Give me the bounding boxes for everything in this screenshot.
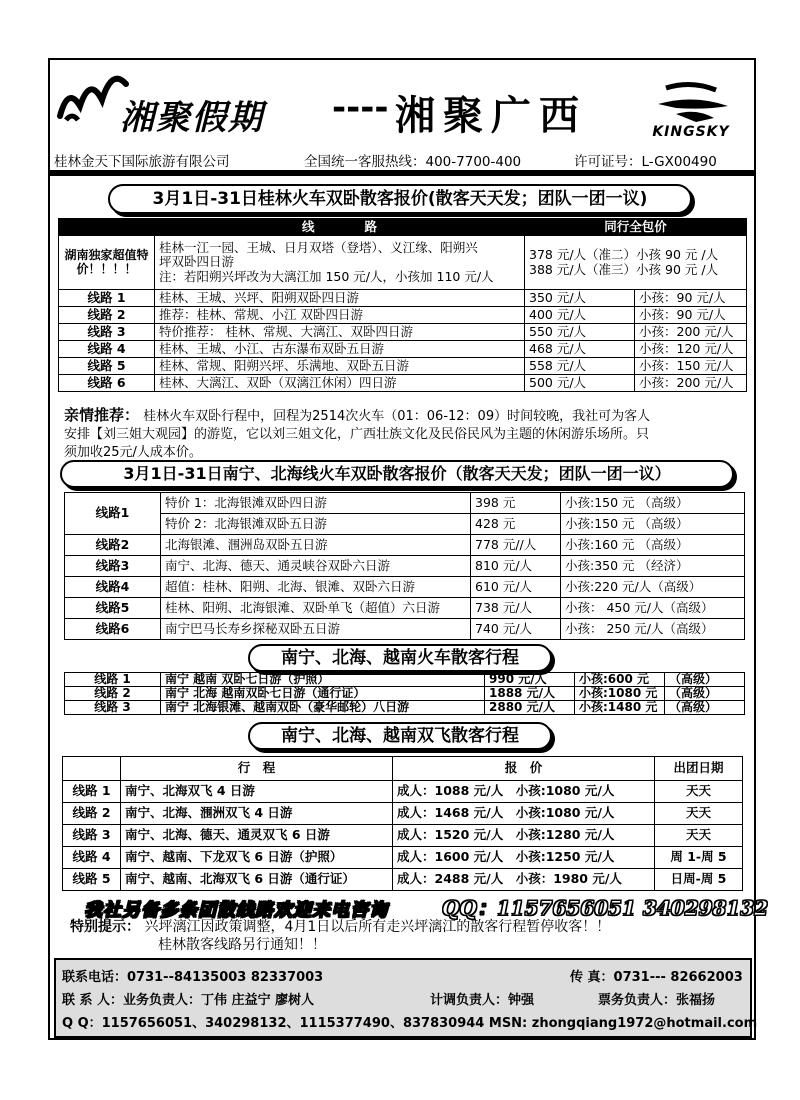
route-level: （高级） [665,701,745,715]
route-child-price: 小孩:600 元 [575,673,665,687]
route-name: 线路4 [65,577,161,598]
route-level: （高级） [665,687,745,701]
route-date: 日周-周 5 [655,869,743,891]
guilin-train-table [58,218,747,392]
route-name: 线路 3 [65,701,161,715]
table-row [63,825,743,847]
table-row [59,375,747,392]
route-price: 398 元 [471,493,561,514]
route-price: 778 元//人 [471,535,561,556]
route-name: 线路6 [65,619,161,640]
route-desc: 桂林、王城、小江、古东瀑布双卧五日游 [155,341,525,358]
route-desc: 南宁、越南、北海双飞 6 日游（通行证） [121,869,393,891]
slogan-qq: QQ：1157656051 340298132 [442,896,769,920]
table-row [63,803,743,825]
route-price: 成人：2488 元/人 小孩：1980 元/人 [393,869,655,891]
route-desc: 南宁 北海 越南双卧七日游（通行证） [161,687,485,701]
brand-dash: ---- [332,88,389,128]
route-name: 线路 1 [59,290,155,307]
route-price: 成人：1600 元/人 小孩:1250 元/人 [393,847,655,869]
route-child-price: 小孩： 250 元/人（高级） [561,619,745,640]
route-name: 线路 4 [59,341,155,358]
route-price: 810 元/人 [471,556,561,577]
route-child-price: 小孩:150 元 （高级） [561,514,745,535]
route-name: 线路 5 [63,869,121,891]
notice-label: 特别提示： [70,919,140,935]
route-name: 线路 6 [59,375,155,392]
route-desc: 推荐：桂林、常规、小江 双卧四日游 [155,307,525,324]
route-child-price: 小孩:350 元 （经济） [561,556,745,577]
route-desc: 南宁、北海双飞 4 日游 [121,781,393,803]
table-row [65,673,745,687]
table-row [65,577,745,598]
route-level: （高级） [665,673,745,687]
route-price: 400 元/人 [525,307,635,324]
route-price: 738 元/人 [471,598,561,619]
mountain-logo-icon [58,66,128,126]
route-desc: 南宁 越南 双卧七日游（护照） [161,673,485,687]
route-child-price: 小孩:1480 元 [575,701,665,715]
route-price: 990 元/人 [485,673,575,687]
footer-fax: 传 真：0731--- 82662003 [570,970,743,985]
route-desc: 桂林、大漓江、双卧（双漓江休闲）四日游 [155,375,525,392]
table-row [59,307,747,324]
route-price: 2880 元/人 [485,701,575,715]
special-route-line2: 坪双卧四日游 [159,254,235,270]
route-name: 线路1 [65,493,161,535]
route-name: 线路2 [65,535,161,556]
footer-planner: 计调负责人：钟强 [430,993,535,1008]
notice [70,918,750,954]
hotline: 全国统一客服热线：400-7700-400 [304,154,522,170]
route-desc: 南宁、北海、涠洲双飞 4 日游 [121,803,393,825]
route-price: 350 元/人 [525,290,635,307]
footer-contacts: 联 系 人：业务负责人：丁伟 庄益宁 廖树人 [62,993,315,1008]
special-price1: 378 元/人（准二）小孩 90 元 /人 [529,247,719,263]
route-name: 线路 2 [63,803,121,825]
section3-banner: 南宁、北海、越南火车散客行程 [248,644,552,672]
table-row [65,619,745,640]
table-row [59,341,747,358]
route-child-price: 小孩:1080 元 [575,687,665,701]
route-price: 610 元/人 [471,577,561,598]
route-child-price: 小孩：150 元/人 [635,358,747,375]
section1-banner: 3月1日-31日桂林火车双卧散客报价(散客天天发；团队一团一议) [108,184,692,214]
brand-tagline: 湘聚广西 [395,92,587,139]
route-child-price: 小孩：90 元/人 [635,290,747,307]
footer-qq: Q Q：1157656051、340298132、1115377490、837830944 MSN: zhongqiang1972@hotmail.com [62,1016,758,1031]
route-desc: 超值：桂林、阳朔、北海、银滩、双卧六日游 [161,577,471,598]
col-header-itinerary: 行 程 [121,757,393,781]
route-child-price: 小孩： 450 元/人（高级） [561,598,745,619]
route-name: 线路 2 [59,307,155,324]
license-number: 许可证号：L-GX00490 [574,154,717,170]
route-date: 周 1-周 5 [655,847,743,869]
route-desc: 北海银滩、涠洲岛双卧五日游 [161,535,471,556]
route-desc: 桂林、王城、兴坪、阳朔双卧四日游 [155,290,525,307]
route-price: 428 元 [471,514,561,535]
table-row [65,598,745,619]
header [50,60,754,170]
route-name: 线路 5 [59,358,155,375]
route-name: 线路3 [65,556,161,577]
route-name: 线路 4 [63,847,121,869]
recommend-text1: 桂林火车双卧行程中，回程为2514次火车（01：06-12：09）时间较晚，我社可为客人 [143,409,651,424]
route-desc: 特价 2：北海银滩双卧五日游 [161,514,471,535]
route-child-price: 小孩：90 元/人 [635,307,747,324]
route-desc: 桂林、常规、阳朔兴坪、乐满地、双卧五日游 [155,358,525,375]
table-row [63,847,743,869]
route-price: 成人：1468 元/人 小孩:1080 元/人 [393,803,655,825]
route-price: 550 元/人 [525,324,635,341]
route-name: 线路5 [65,598,161,619]
table-row [63,869,743,891]
table-row [65,535,745,556]
company-name: 桂林金天下国际旅游有限公司 [54,154,230,170]
route-date: 天天 [655,803,743,825]
route-name: 线路 3 [63,825,121,847]
special-name: 湖南独家超值特 价！！！！ [59,236,155,290]
route-desc: 南宁、北海、德天、通灵双飞 6 日游 [121,825,393,847]
route-child-price: 小孩：120 元/人 [635,341,747,358]
route-desc: 特价推荐： 桂林、常规、大漓江、双卧四日游 [155,324,525,341]
recommend-text2: 安排【刘三姐大观园】的游览，它以刘三姐文化，广西壮族文化及民俗民风为主题的休闲游乐场所。只 [64,427,650,442]
flyer-page [48,58,769,1040]
route-name: 线路 2 [65,687,161,701]
vietnam-train-table [64,672,745,715]
table-row [59,236,747,290]
flight-table [62,756,743,891]
recommend-label: 亲情推荐： [64,406,140,424]
route-desc: 桂林、阳朔、北海银滩、双卧单飞（超值）六日游 [161,598,471,619]
brand-name: 湘聚假期 [120,98,264,138]
col-header-quote: 报 价 [393,757,655,781]
table-row [65,701,745,715]
route-desc: 特价 1：北海银滩双卧四日游 [161,493,471,514]
slogan-text: 我社另备多条团散线路欢迎来电咨询 [84,900,388,921]
route-price: 558 元/人 [525,358,635,375]
route-child-price: 小孩:160 元 （高级） [561,535,745,556]
header-divider [50,170,754,176]
route-child-price: 小孩:220 元/人（高级） [561,577,745,598]
kingsky-text: KINGSKY [652,124,730,140]
notice-line2: 桂林散客线路另行通知！！ [158,937,326,953]
section4-banner: 南宁、北海、越南双飞散客行程 [248,722,552,750]
route-desc: 南宁、越南、下龙双飞 6 日游（护照） [121,847,393,869]
route-name: 线路 1 [63,781,121,803]
table-row [59,358,747,375]
nanning-beihai-train-table [64,492,745,640]
route-date: 天天 [655,781,743,803]
footer-ticket: 票务负责人：张福扬 [598,993,716,1008]
table-row [65,514,745,535]
route-price: 500 元/人 [525,375,635,392]
route-price: 1888 元/人 [485,687,575,701]
route-child-price: 小孩：200 元/人 [635,324,747,341]
recommend-text3: 须加收25元/人成本价。 [64,445,202,460]
table-row [65,493,745,514]
col-header-price: 同行全包价 [525,219,747,236]
table-row [65,556,745,577]
route-date: 天天 [655,825,743,847]
table-row [59,290,747,307]
route-desc: 南宁巴马长寿乡探秘双卧五日游 [161,619,471,640]
section2-banner: 3月1日-31日南宁、北海线火车双卧散客报价（散客天天发；团队一团一议） [60,460,734,488]
table-row [65,687,745,701]
route-price: 成人：1520 元/人 小孩:1280 元/人 [393,825,655,847]
route-name: 线路 3 [59,324,155,341]
route-price: 成人：1088 元/人 小孩:1080 元/人 [393,781,655,803]
special-route-line1: 桂林一江一园、王城、日月双塔（登塔）、义江缘、阳朔兴 [159,239,478,255]
route-child-price: 小孩：200 元/人 [635,375,747,392]
route-name: 线路 1 [65,673,161,687]
notice-line1: 兴坪漓江因政策调整，4月1日以后所有走兴坪漓江的散客行程暂停收客！！ [144,919,611,935]
special-price2: 388 元/人（准三）小孩 90 元 /人 [529,261,719,277]
route-price: 468 元/人 [525,341,635,358]
recommend-paragraph [64,406,754,462]
footer-phone: 联系电话：0731--84135003 82337003 [62,970,324,985]
col-header-date: 出团日期 [655,757,743,781]
special-route-note: 注：若阳朔兴坪改为大漓江加 150 元/人，小孩加 110 元/人 [159,268,494,284]
contact-footer [54,958,758,1038]
table-row [59,324,747,341]
table-row [63,781,743,803]
route-price: 740 元/人 [471,619,561,640]
route-desc: 南宁、北海、德天、通灵峡谷双卧六日游 [161,556,471,577]
route-child-price: 小孩:150 元 （高级） [561,493,745,514]
route-desc: 南宁 北海银滩、越南双卧（豪华邮轮）八日游 [161,701,485,715]
col-header-route: 线 路 [155,219,525,236]
